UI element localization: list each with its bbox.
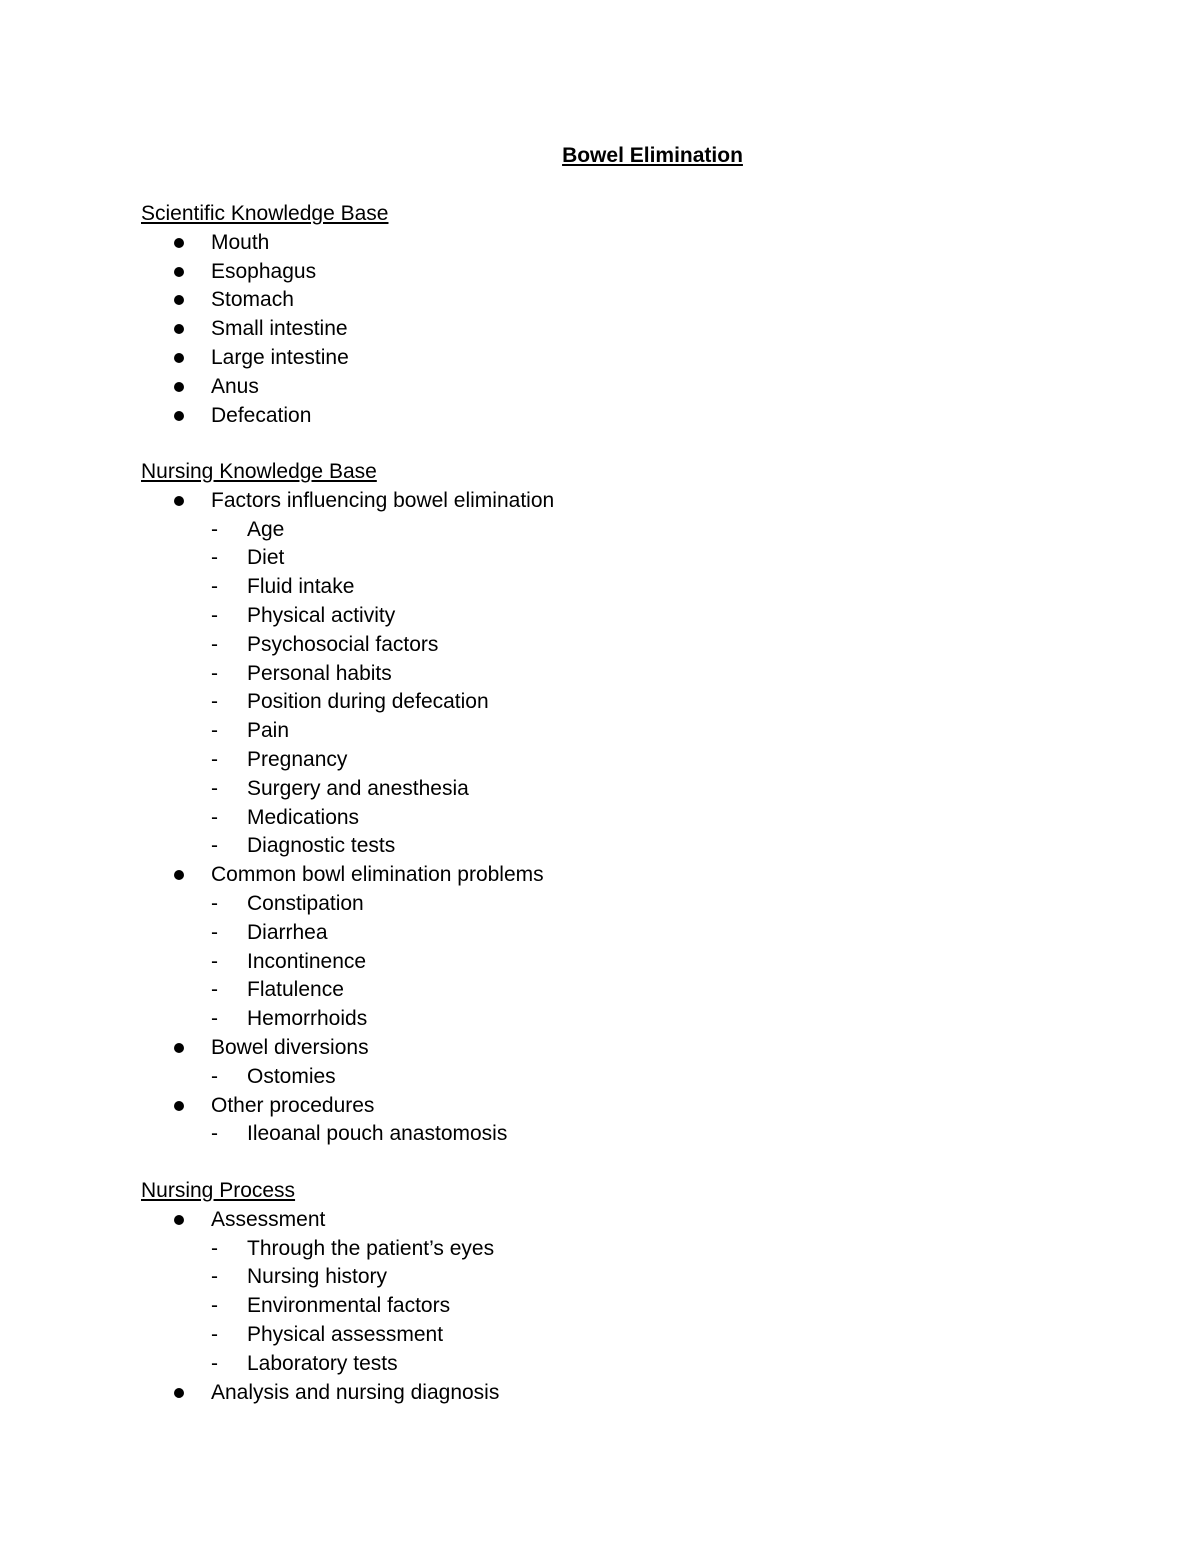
sub-list-item [141, 1063, 1041, 1092]
dash-marker: - [211, 776, 218, 800]
list-item-text: Other procedures [211, 1093, 375, 1117]
sub-list-item-text: Environmental factors [247, 1294, 451, 1318]
sub-list-item [141, 1235, 1041, 1264]
dash-marker: - [211, 1236, 218, 1260]
dash-marker: - [211, 1322, 218, 1346]
dash-marker: - [211, 661, 218, 685]
sub-list-item-text: Fluid intake [247, 575, 355, 599]
list-item-text: Assessment [211, 1207, 326, 1231]
dash-marker: - [211, 747, 218, 771]
list-item-text: Analysis and nursing diagnosis [211, 1380, 500, 1404]
bullet-icon [174, 324, 184, 334]
list-item-text: Defecation [211, 403, 312, 427]
sub-list-item-text: Nursing history [247, 1265, 388, 1289]
sub-list-item-text: Physical activity [247, 603, 396, 627]
list-item [141, 229, 1041, 258]
list-item [141, 861, 1041, 890]
sub-list-item [141, 746, 1041, 775]
document-title: Bowel Elimination [562, 144, 743, 167]
list-item [141, 373, 1041, 402]
list-item [141, 402, 1041, 431]
bullet-icon [174, 1043, 184, 1053]
sub-list-item [141, 890, 1041, 919]
bullet-icon [174, 1215, 184, 1225]
sub-list-item-text: Physical assessment [247, 1322, 444, 1346]
dash-marker: - [211, 1265, 218, 1289]
sub-list-item-text: Age [247, 517, 285, 541]
sub-list-item [141, 1350, 1041, 1379]
sub-list-item [141, 775, 1041, 804]
list-item-text: Esophagus [211, 259, 317, 283]
sub-list-item-text: Personal habits [247, 661, 392, 685]
dash-marker: - [211, 805, 218, 829]
section-heading: Nursing Process [141, 1179, 296, 1202]
sub-list-item-text: Diagnostic tests [247, 834, 396, 858]
sub-list-item [141, 976, 1041, 1005]
sub-list-item-text: Diet [247, 546, 285, 570]
section-list [141, 229, 1041, 431]
list-item-text: Factors influencing bowel elimination [211, 488, 555, 512]
sub-list-item-text: Laboratory tests [247, 1351, 398, 1375]
list-item [141, 1206, 1041, 1235]
sub-list-item-text: Medications [247, 805, 360, 829]
list-item-text: Bowel diversions [211, 1035, 369, 1059]
list-item [141, 315, 1041, 344]
list-item [141, 344, 1041, 373]
section-scientific-knowledge-base [141, 200, 1041, 430]
sub-list-item [141, 1263, 1041, 1292]
list-item-text: Large intestine [211, 345, 349, 369]
sub-list-item-text: Psychosocial factors [247, 632, 439, 656]
sub-list-item [141, 573, 1041, 602]
sub-list-item [141, 631, 1041, 660]
bullet-icon [174, 382, 184, 392]
sub-list-item [141, 516, 1041, 545]
dash-marker: - [211, 719, 218, 743]
dash-marker: - [211, 949, 218, 973]
dash-marker: - [211, 1122, 218, 1146]
dash-marker: - [211, 1351, 218, 1375]
sub-list-item-text: Hemorrhoids [247, 1007, 368, 1031]
section-list [141, 487, 1041, 1149]
sub-list-item-text: Incontinence [247, 949, 367, 973]
sub-list-item-text: Pain [247, 719, 290, 743]
sub-list-item-text: Constipation [247, 891, 364, 915]
section-heading: Scientific Knowledge Base [141, 202, 389, 225]
section-list [141, 1206, 1041, 1408]
sub-list-item [141, 660, 1041, 689]
list-item-text: Small intestine [211, 317, 348, 341]
sub-list-item [141, 1120, 1041, 1149]
list-item [141, 487, 1041, 516]
bullet-icon [174, 1388, 184, 1398]
bullet-icon [174, 238, 184, 248]
sub-list-item-text: Ostomies [247, 1064, 336, 1088]
list-item [141, 1379, 1041, 1408]
sub-list-item [141, 919, 1041, 948]
dash-marker: - [211, 1007, 218, 1031]
sub-list-item [141, 717, 1041, 746]
list-item-text: Common bowl elimination problems [211, 863, 544, 887]
list-item-text: Anus [211, 374, 259, 398]
sub-list-item [141, 832, 1041, 861]
sub-list-item [141, 804, 1041, 833]
sub-list-item-text: Diarrhea [247, 920, 328, 944]
list-item-text: Stomach [211, 288, 294, 312]
sub-list-item [141, 948, 1041, 977]
sub-list-item-text: Flatulence [247, 978, 344, 1002]
sub-list-item [141, 1292, 1041, 1321]
dash-marker: - [211, 920, 218, 944]
bullet-icon [174, 295, 184, 305]
sub-list-item [141, 1321, 1041, 1350]
bullet-icon [174, 353, 184, 363]
sub-list-item [141, 1005, 1041, 1034]
list-item [141, 286, 1041, 315]
dash-marker: - [211, 891, 218, 915]
list-item [141, 1092, 1041, 1121]
section-nursing-process [141, 1177, 1041, 1407]
sub-list-item [141, 688, 1041, 717]
sub-list-item-text: Pregnancy [247, 747, 348, 771]
dash-marker: - [211, 632, 218, 656]
dash-marker: - [211, 834, 218, 858]
list-item [141, 1034, 1041, 1063]
dash-marker: - [211, 978, 218, 1002]
dash-marker: - [211, 546, 218, 570]
dash-marker: - [211, 690, 218, 714]
bullet-icon [174, 870, 184, 880]
sub-list-item-text: Ileoanal pouch anastomosis [247, 1122, 508, 1146]
sub-list-item-text: Position during defecation [247, 690, 489, 714]
sub-list-item-text: Surgery and anesthesia [247, 776, 469, 800]
dash-marker: - [211, 517, 218, 541]
list-item-text: Mouth [211, 230, 270, 254]
sub-list-item-text: Through the patient’s eyes [247, 1236, 495, 1260]
dash-marker: - [211, 1064, 218, 1088]
sub-list-item [141, 544, 1041, 573]
bullet-icon [174, 411, 184, 421]
dash-marker: - [211, 1294, 218, 1318]
section-nursing-knowledge-base [141, 458, 1041, 1149]
dash-marker: - [211, 603, 218, 627]
list-item [141, 258, 1041, 287]
bullet-icon [174, 496, 184, 506]
bullet-icon [174, 1101, 184, 1111]
sub-list-item [141, 602, 1041, 631]
section-heading: Nursing Knowledge Base [141, 460, 377, 483]
bullet-icon [174, 267, 184, 277]
dash-marker: - [211, 575, 218, 599]
